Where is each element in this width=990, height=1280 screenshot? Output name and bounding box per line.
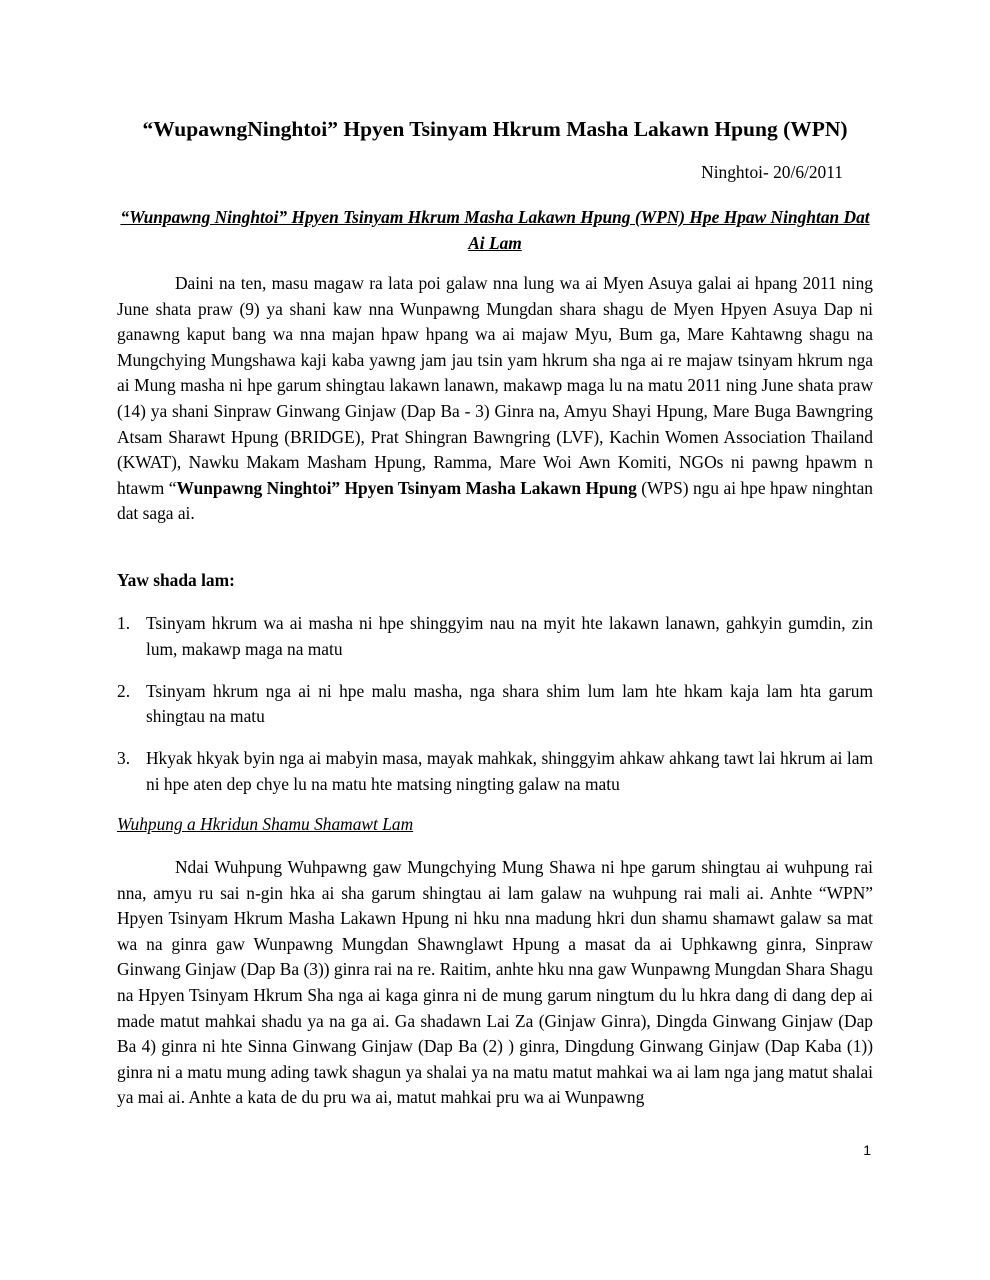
organization-name: Wunpawng Ninghtoi” Hpyen Tsinyam Masha Lakawn Hpung bbox=[176, 477, 637, 498]
page-number: 1 bbox=[863, 1142, 871, 1158]
objective-item bbox=[117, 746, 873, 797]
objectives-heading: Yaw shada lam: bbox=[117, 570, 235, 590]
intro-text-after: (WPS) ngu ai hpe hpaw ninghtan dat saga ai. bbox=[117, 477, 873, 524]
intro-text-before: Daini na ten, masu magaw ra lata poi galaw nna lung wa ai Myen Asuya galai ai hpang 2011 ning June shata praw (9) ya shani kaw nna Wunpawng Mungdan shara shagu de Myen Hpyen Asuya Dap ni ganawng kaput bang wa nna majan hpaw hpang wa ai majaw Myu, Bum ga, Mare Kahtawng shagu na Mungchying Mungshawa kaji kaba yawng jam jau tsin yam hkrum sha nga ai re majaw tsinyam hkrum nga ai Mung masha ni hpe garum shingtau lakawn lanawn, makawp maga lu na matu 2011 ning June shata praw (14) ya shani Sinpraw Ginwang Ginjaw (Dap Ba - 3) Ginra na, Amyu Shayi Hpung, Mare Buga Bawngring Atsam Sharawt Hpung (BRIDGE), Prat Shingran Bawngring (LVF), Kachin Women Association Thailand (KWAT), Nawku Makam Masham Hpung, Ramma, Mare Woi Awn Komiti, NGOs ni pawng hpawm n htawm “ bbox=[117, 273, 873, 498]
objective-text: Hkyak hkyak byin nga ai mabyin masa, mayak mahkak, shinggyim ahkaw ahkang tawt lai hkrum ai lam ni hpe aten dep chye lu na matu hte matsing ningting galaw na matu bbox=[146, 748, 873, 794]
objective-text: Tsinyam hkrum nga ai ni hpe malu masha, nga shara shim lum lam hte hkam kaja lam hta garum shingtau na matu bbox=[146, 680, 873, 727]
objective-item bbox=[117, 679, 873, 730]
history-paragraph: Ndai Wuhpung Wuhpawng gaw Mungchying Mung Shawa ni hpe garum shingtau ai wuhpung rai nna, amyu ru sai n-gin hka ai sha garum shingtau ai lam galaw na wuhpung rai mali ai. Anhte “WPN” Hpyen Tsinyam Hkrum Masha Lakawn Hpung ni hku nna madung hkri dun shamu shamawt galaw sa mat wa na ginra gaw Wunpawng Mungdan Shawnglawt Hpung a masat da ai Uphkawng ginra, Sinpraw Ginwang Ginjaw (Dap Ba (3)) ginra rai na re. Raitim, anhte hku nna gaw Wunpawng Mungdan Shara Shagu na Hpyen Tsinyam Hkrum Sha nga ai kaga ginra ni de mung garum ningtum du lu hkra dang di dang dep ai made matut mahkai shadu ya na ga ai. Ga shadawn Lai Za (Ginjaw Ginra), Dingda Ginwang Ginjaw (Dap Ba 4) ginra ni hte Sinna Ginwang Ginjaw (Dap Ba (2) ) ginra, Dingdung Ginwang Ginjaw (Dap Kaba (1)) ginra ni a matu mung ading tawk shagun ya shalai ya na matu matut mahkai wa ai lam nga jang matut shalai ya mai ai. Anhte a kata de du pru wa ai, matut mahkai pru wa ai Wunpawng bbox=[117, 857, 873, 1108]
document-page bbox=[117, 0, 873, 1280]
objective-number: 1. bbox=[117, 613, 131, 633]
history-heading: Wuhpung a Hkridun Shamu Shamawt Lam bbox=[117, 814, 414, 834]
objectives-list bbox=[117, 611, 873, 814]
objective-item bbox=[117, 611, 873, 662]
objective-number: 3. bbox=[117, 748, 131, 769]
document-subtitle: “Wunpawng Ninghtoi” Hpyen Tsinyam Hkrum Masha Lakawn Hpung (WPN) Hpe Hpaw Ninghtan Dat Ai Lam bbox=[120, 207, 870, 253]
intro-paragraph bbox=[117, 271, 873, 527]
document-title: “WupawngNinghtoi” Hpyen Tsinyam Hkrum Masha Lakawn Hpung (WPN) bbox=[142, 117, 848, 141]
objective-text: Tsinyam hkrum wa ai masha ni hpe shinggyim nau na myit hte lakawn lanawn, gahkyin gumdin, zin lum, makawp maga na matu bbox=[146, 613, 873, 659]
objective-number: 2. bbox=[117, 680, 131, 701]
document-date: Ninghtoi- 20/6/2011 bbox=[701, 162, 843, 182]
